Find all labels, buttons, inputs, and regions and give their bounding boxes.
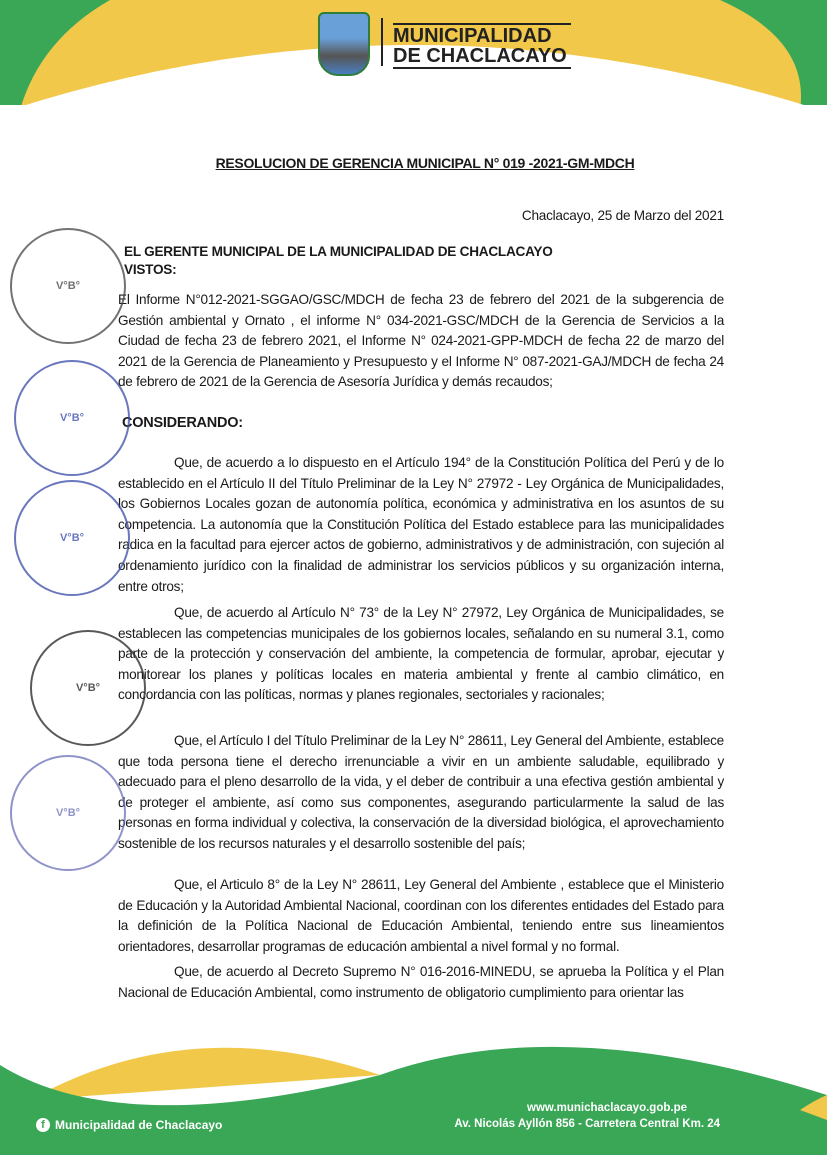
coat-of-arms-logo (318, 12, 370, 76)
brand-line-1: MUNICIPALIDAD (393, 25, 552, 47)
document-title: RESOLUCION DE GERENCIA MUNICIPAL N° 019 -2021-GM-MDCH (215, 155, 635, 171)
facebook-label: Municipalidad de Chaclacayo (55, 1118, 223, 1132)
brand-line-2: DE CHACLACAYO (393, 45, 567, 67)
paragraph-1: Que, de acuerdo a lo dispuesto en el Artículo 194° de la Constitución Política del Perú y de lo establecido en el Artículo II del Título Preliminar de la Ley N° 27972 - Ley Orgánica de Municipalidades, los Gobiernos Locales gozan de autonomía política, económica y administrativa en los asuntos de su competencia. La autonomía que la Constitución Política del Estado establece para las municipalidades radica en la facultad para ejercer actos de gobierno, administrativos y de administración, con sujeción al ordenamiento jurídico con la finalidad de administrar los servicios públicos y su organización interna, entre otros; (118, 455, 724, 594)
stamp-text: V°B° (55, 280, 81, 292)
footer-contact (420, 1100, 720, 1132)
stamp-text: V°B° (59, 412, 85, 424)
vistos-text: El Informe N°012-2021-SGGAO/GSC/MDCH de fecha 23 de febrero del 2021 de la subgerencia de Gestión ambiental y Ornato , el informe N° 034-2021-GSC/MDCH de la Gerencia de Servicios a la Ciudad de fecha 23 de febrero 2021, el Informe N° 024-2021-GPP-MDCH de fecha 22 de marzo del 2021 de la Gerencia de Planeamiento y Presupuesto y el Informe N° 087-2021-GAJ/MDCH de fecha 24 de febrero de 2021 de la Gerencia de Asesoría Jurídica y demás recaudos; (118, 292, 724, 390)
stamp-text: V°B° (59, 532, 85, 544)
considerando-heading: CONSIDERANDO: (122, 415, 243, 431)
paragraph-3: Que, el Artículo I del Título Preliminar de la Ley N° 28611, Ley General del Ambiente, establece que toda persona tiene el derecho irrenunciable a vivir en un ambiente saludable, equilibrado y adecuado para el pleno desarrollo de la vida, y el deber de contribuir a una efectiva gestión ambiental y de proteger el ambiente, así como sus componentes, asegurando particularmente la salud de las personas en forma individual y colectiva, la conservación de la diversidad biológica, el aprovechamiento sostenible de los recursos naturales y el desarrollo sostenible del país; (118, 733, 724, 851)
stamp-text: V°B° (55, 807, 81, 819)
facebook-link[interactable] (36, 1118, 222, 1132)
brand-name (393, 23, 571, 69)
paragraph-5: Que, de acuerdo al Decreto Supremo N° 016-2016-MINEDU, se aprueba la Política y el Plan Nacional de Educación Ambiental, como instrumento de obligatorio cumplimiento para orientar las (118, 964, 724, 1000)
approval-stamp-gerente-municipal (10, 228, 126, 344)
document-date: Chaclacayo, 25 de Marzo del 2021 (521, 208, 724, 223)
approval-stamp-gestion-ambiental (30, 630, 146, 746)
vistos-heading: VISTOS: (124, 262, 177, 277)
website-link[interactable]: www.munichaclacayo.gob.pe (527, 1102, 687, 1114)
stamp-text: V°B° (75, 682, 101, 694)
facebook-icon: f (36, 1118, 50, 1132)
header-divider (381, 18, 383, 66)
paragraph-4: Que, el Articulo 8° de la Ley N° 28611, Ley General del Ambiente , establece que el Ministerio de Educación y la Autoridad Ambiental Nacional, coordinan con los diferentes entidades del Estado para la definición de la Política Nacional de Educación Ambiental, teniendo entre sus lineamientos orientadores, desarrollar programas de educación ambiental a nivel formal y no formal. (118, 877, 724, 954)
approval-stamp-servicios-ciudad (10, 755, 126, 871)
paragraph-2: Que, de acuerdo al Artículo N° 73° de la Ley N° 27972, Ley Orgánica de Municipalidades, se establecen las competencias municipales de los gobiernos locales, señalando en su numeral 3.1, como parte de la protección y conservación del ambiente, la competencia de formular, aprobar, ejecutar y monitorear los planes y políticas locales en materia ambiental y frente al cambio climático, en concordancia con las políticas, normas y planes regionales, sectoriales y racionales; (118, 605, 724, 703)
approval-stamp-planeamiento (14, 480, 130, 596)
approval-stamp-asesoria-juridica (14, 360, 130, 476)
authority-heading: EL GERENTE MUNICIPAL DE LA MUNICIPALIDAD DE CHACLACAYO (124, 244, 553, 259)
address-text: Av. Nicolás Ayllón 856 - Carretera Central Km. 24 (454, 1118, 720, 1130)
